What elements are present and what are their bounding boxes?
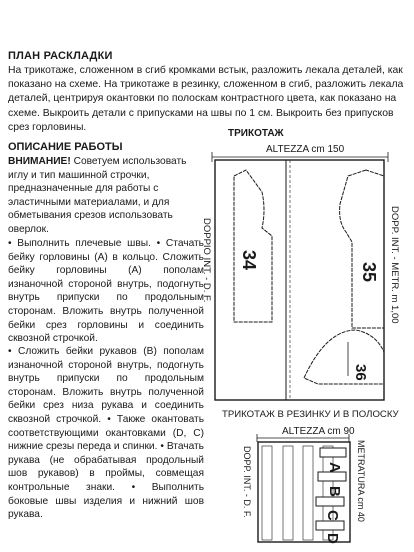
description-title: ОПИСАНИЕ РАБОТЫ (8, 141, 123, 153)
plan-text: На трикотаже, сложенном в сгиб кромками встык, разложить лекала деталей, как показано на схеме. На трикотаже в резинку, сложенном в сгиб, разложить лекала деталей, центрируя окантовки по полоскам контрастного цвета, как показано на схеме. Выкроить детали с припусками на швы по 1 см. Выкроить без припусков срез горловины. (8, 65, 404, 133)
step-2-paragraph: • Сложить бейки рукавов (В) пополам изнаночной стороной внутрь, подогнуть внутрь припуски по продольным сторонам. Вложить внутрь полученной бейки срез низа рукава и соединить сквозной строчкой. • Также окантовать соответствующими окантовками (D, С) нижние срезы переда и спинки. • Втачать рукава (не обрабатывая продольный шов рукавов) в проймы, совмещая контрольные знаки. • Выполнить боковые швы изделия и нижний шов рукава. (8, 346, 204, 521)
diagram1-left-label: DOPPIO INT. - D. F. (201, 218, 212, 303)
diagram2-right-label: METRATURA cm 40 (356, 440, 366, 522)
diagram2-title: ТРИКОТАЖ В РЕЗИНКУ И В ПОЛОСКУ (222, 409, 399, 420)
step-1-paragraph: • Выполнить плечевые швы. • Стачать бейку горловины (А) в кольцо. Сложить бейку горловины (А) пополам изнаночной стороной внутрь, подогнуть внутрь припуски по продольным сторонам. Вложить внутрь полученной бейки срез горловины и соединить сквозной строчкой. (8, 238, 204, 345)
pattern-piece-back (234, 170, 272, 322)
plan-title: ПЛАН РАСКЛАДКИ (8, 50, 113, 62)
diagram1-right-label: DOPP. INT. - METR. m 1,00 (389, 206, 400, 324)
pattern-piece-sleeve (304, 330, 384, 384)
piece-number-sleeve: 36 (352, 364, 369, 381)
diagram1-title: ТРИКОТАЖ (228, 128, 284, 139)
binding-piece-c: C (324, 510, 341, 521)
diagram1-width-label: ALTEZZA cm 150 (266, 144, 345, 155)
binding-piece-b: B (326, 486, 343, 497)
diagram2-left-label: DOPP. INT. - D. F. (242, 446, 252, 518)
piece-number-back: 34 (239, 250, 259, 271)
piece-number-front: 35 (359, 262, 379, 283)
diagram2-width-label: ALTEZZA cm 90 (282, 426, 355, 437)
attention-text: Советуем использовать иглу и тип машинной строчки, предназначенные для работы с эластичными материалами, и для обметывания срезов использовать оверлок. (8, 156, 187, 235)
binding-piece-a: A (326, 462, 343, 473)
attention-label: ВНИМАНИЕ! (8, 156, 71, 167)
pattern-piece-front (340, 170, 384, 328)
binding-piece-d: D (324, 533, 341, 544)
